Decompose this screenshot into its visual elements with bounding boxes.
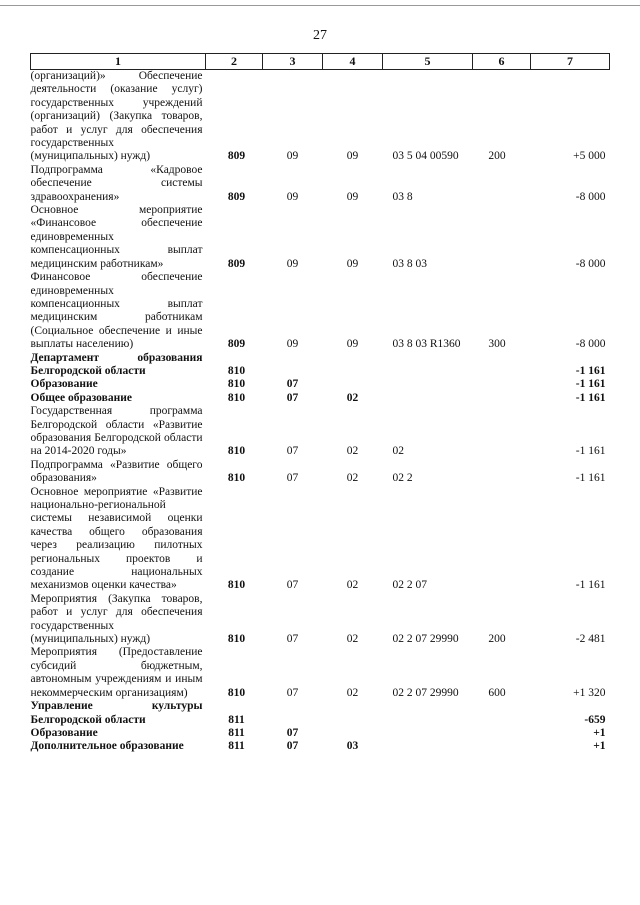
subsection-code: 09	[346, 257, 359, 270]
column-header: 7	[531, 54, 610, 70]
subsection-code: 09	[346, 150, 359, 163]
table-row	[31, 392, 610, 405]
row-description: Основное мероприятие «Развитие национально-региональной системы независимой оценки качества общего образования через реализацию пилотных региональных проектов и создание национальных механизмов оценки качества»	[30, 485, 203, 592]
amount-change: -8 000	[575, 257, 606, 270]
column-header: 4	[323, 54, 383, 70]
amount-change: -1 161	[575, 472, 606, 485]
expense-type-code	[473, 727, 531, 740]
expense-type-code: 600	[488, 686, 506, 699]
subsection-code	[323, 352, 383, 379]
subsection-code	[323, 700, 383, 727]
ministry-code: 809	[227, 257, 246, 270]
expense-type-code	[473, 740, 531, 753]
table-row	[31, 378, 610, 391]
subsection-code: 02	[346, 391, 359, 404]
amount-change: +1 320	[573, 686, 606, 699]
subsection-code: 02	[346, 472, 359, 485]
expense-type-code: 300	[488, 338, 506, 351]
amount-change: -1 161	[575, 364, 606, 377]
row-description: Образование	[30, 378, 98, 391]
table-row	[31, 727, 610, 740]
row-description: Общее образование	[30, 391, 132, 404]
ministry-code: 809	[227, 150, 246, 163]
row-description: Департамент образования Белгородской области	[30, 351, 203, 377]
subsection-code: 03	[346, 740, 359, 753]
target-article-code	[383, 392, 473, 405]
amount-change: -8 000	[575, 338, 606, 351]
subsection-code: 02	[346, 686, 359, 699]
section-code: 09	[286, 257, 299, 270]
ministry-code: 810	[227, 472, 246, 485]
section-code: 09	[286, 150, 299, 163]
expense-type-code	[473, 352, 531, 379]
table-row	[31, 740, 610, 753]
amount-change: -1 161	[575, 378, 606, 391]
amount-change: -1 161	[575, 391, 606, 404]
column-header: 6	[473, 54, 531, 70]
amount-change: +1	[593, 726, 606, 739]
target-article-code: 03 8 03	[392, 257, 427, 270]
expense-type-code	[473, 392, 531, 405]
column-header: 2	[206, 54, 263, 70]
ministry-code: 810	[227, 445, 246, 458]
expense-type-code	[473, 378, 531, 391]
row-description: Финансовое обеспечение единовременных компенсационных выплат медицинским работникам (Социальное обеспечение и иные выплаты населению)	[30, 271, 203, 351]
amount-change: -1 161	[575, 445, 606, 458]
section-code: 07	[286, 472, 299, 485]
expense-type-code	[473, 405, 531, 459]
table-row	[31, 646, 610, 700]
row-description: Подпрограмма «Кадровое обеспечение системы здравоохранения»	[30, 163, 203, 203]
target-article-code	[383, 727, 473, 740]
table-row	[31, 164, 610, 204]
column-header: 1	[31, 54, 206, 70]
ministry-code: 810	[227, 633, 246, 646]
expense-type-code	[473, 459, 531, 486]
header-row	[31, 54, 610, 70]
table-body	[31, 70, 610, 754]
ministry-code: 810	[227, 378, 246, 391]
expense-type-code: 200	[488, 150, 506, 163]
table-row	[31, 593, 610, 647]
target-article-code	[383, 352, 473, 379]
table-row	[31, 459, 610, 486]
ministry-code: 811	[228, 740, 245, 753]
table-row	[31, 70, 610, 164]
target-article-code	[383, 740, 473, 753]
amount-change: -659	[584, 713, 606, 726]
amount-change: -8 000	[575, 190, 606, 203]
section-code: 07	[286, 391, 299, 404]
subsection-code: 09	[346, 338, 359, 351]
row-description: Образование	[30, 726, 98, 739]
expense-type-code	[473, 700, 531, 727]
column-header: 5	[383, 54, 473, 70]
target-article-code: 03 8	[392, 190, 413, 203]
amount-change: -2 481	[575, 633, 606, 646]
expense-type-code: 200	[488, 633, 506, 646]
table-row	[31, 486, 610, 593]
row-description: Мероприятия (Предоставление субсидий бюджетным, автономным учреждениям и иным некоммерческим организациям)	[30, 646, 203, 699]
row-description: Управление культуры Белгородской области	[30, 700, 203, 726]
table-header	[31, 54, 610, 70]
section-code: 07	[286, 633, 299, 646]
amount-change: +5 000	[573, 150, 606, 163]
page-number: 27	[313, 28, 327, 43]
row-description: Основное мероприятие «Финансовое обеспечение единовременных компенсационных выплат медицинским работникам»	[30, 204, 203, 270]
table-row	[31, 204, 610, 271]
row-description: Дополнительное образование	[30, 740, 184, 753]
ministry-code: 811	[228, 726, 245, 739]
target-article-code	[383, 700, 473, 727]
target-article-code: 03 5 04 00590	[392, 150, 459, 163]
target-article-code: 02 2 07 29990	[392, 633, 459, 646]
subsection-code	[323, 378, 383, 391]
expense-type-code	[473, 486, 531, 593]
subsection-code: 02	[346, 579, 359, 592]
ministry-code: 811	[228, 713, 245, 726]
row-description: (организаций)» Обеспечение деятельности (оказание услуг) государственных учреждений (организаций) (Закупка товаров, работ и услуг для обеспечения государственных (муниципальных) нужд)	[30, 70, 203, 163]
target-article-code: 02 2	[392, 472, 413, 485]
target-article-code: 02	[392, 445, 404, 458]
column-header: 3	[263, 54, 323, 70]
row-description: Государственная программа Белгородской области «Развитие образования Белгородской области на 2014-2020 годы»	[30, 405, 203, 458]
section-code	[263, 352, 323, 379]
ministry-code: 810	[227, 579, 246, 592]
section-code: 07	[286, 445, 299, 458]
subsection-code: 02	[346, 445, 359, 458]
ministry-code: 810	[227, 364, 246, 377]
table-row	[31, 405, 610, 459]
section-code: 07	[286, 686, 299, 699]
subsection-code: 09	[346, 190, 359, 203]
ministry-code: 810	[227, 686, 246, 699]
table-row	[31, 352, 610, 379]
section-code	[263, 700, 323, 727]
expense-type-code	[473, 204, 531, 271]
top-rule	[0, 5, 640, 6]
section-code: 07	[286, 579, 299, 592]
subsection-code	[323, 727, 383, 740]
row-description: Мероприятия (Закупка товаров, работ и услуг для обеспечения государственных (муниципальных) нужд)	[30, 592, 203, 646]
table-row	[31, 271, 610, 351]
section-code: 07	[286, 378, 299, 391]
section-code: 07	[286, 726, 299, 739]
target-article-code	[383, 378, 473, 391]
amount-change: +1	[593, 740, 606, 753]
target-article-code: 03 8 03 R1360	[392, 338, 461, 351]
ministry-code: 809	[227, 190, 246, 203]
target-article-code: 02 2 07 29990	[392, 686, 459, 699]
row-description: Подпрограмма «Развитие общего образования»	[30, 458, 203, 485]
ministry-code: 810	[227, 391, 246, 404]
ministry-code: 809	[227, 338, 246, 351]
section-code: 07	[286, 740, 299, 753]
section-code: 09	[286, 338, 299, 351]
amount-change: -1 161	[575, 579, 606, 592]
table-row	[31, 700, 610, 727]
section-code: 09	[286, 190, 299, 203]
expense-type-code	[473, 164, 531, 204]
budget-table	[30, 53, 610, 754]
target-article-code: 02 2 07	[392, 579, 427, 592]
subsection-code: 02	[346, 633, 359, 646]
